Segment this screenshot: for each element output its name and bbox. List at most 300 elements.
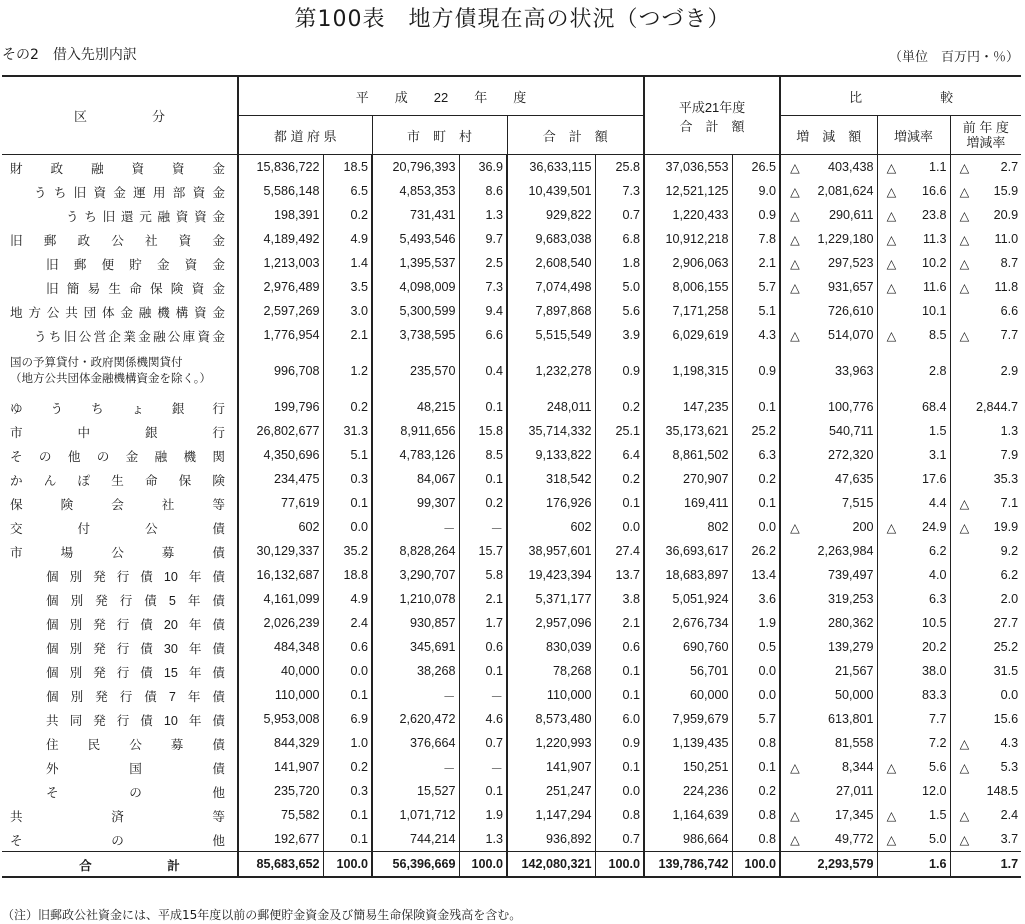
total-row bbox=[2, 852, 1021, 878]
increase-amount-value: 50,000 bbox=[835, 688, 874, 702]
table-row bbox=[2, 587, 1021, 611]
muni-share-value: 100.0 bbox=[471, 857, 503, 871]
muni-share bbox=[459, 731, 507, 755]
pref-share bbox=[323, 155, 372, 180]
increase-rate bbox=[877, 275, 950, 299]
total-share-value: 0.6 bbox=[622, 640, 641, 654]
fy21-share-value: 2.1 bbox=[758, 256, 777, 270]
total-amount-value: 1,220,993 bbox=[535, 736, 592, 750]
total-share-value: 6.4 bbox=[622, 448, 641, 462]
total-amount bbox=[507, 443, 595, 467]
row-label-text: 合 計 bbox=[79, 858, 180, 873]
row-label-text: 地方公共団体金融機構資金 bbox=[10, 305, 225, 320]
increase-amount-value: 81,558 bbox=[835, 736, 874, 750]
total-amount bbox=[507, 467, 595, 491]
total-amount bbox=[507, 275, 595, 299]
increase-amount-value: 613,801 bbox=[828, 712, 874, 726]
row-label bbox=[2, 731, 238, 755]
pref-share bbox=[323, 755, 372, 779]
fy21-amount bbox=[644, 491, 732, 515]
prev-rate bbox=[950, 707, 1021, 731]
pref-share bbox=[323, 803, 372, 827]
row-label-text: 共同発行債10年債 bbox=[46, 713, 225, 728]
increase-amount bbox=[780, 155, 877, 180]
fy21-share-value: 0.0 bbox=[758, 688, 777, 702]
row-label bbox=[2, 563, 238, 587]
table-row bbox=[2, 515, 1021, 539]
row-label bbox=[2, 611, 238, 635]
prev-rate-value: 15.6 bbox=[993, 712, 1019, 726]
header-fy21-line2: 合 計 額 bbox=[679, 118, 745, 134]
prev-rate bbox=[950, 731, 1021, 755]
increase-amount bbox=[780, 467, 877, 491]
total-share-value: 0.9 bbox=[622, 736, 641, 750]
total-share-value: 25.8 bbox=[615, 160, 641, 174]
fy21-amount-value: 36,693,617 bbox=[665, 544, 729, 558]
muni-share-value: 7.3 bbox=[485, 280, 503, 294]
total-share bbox=[595, 659, 644, 683]
decrease-mark: △ bbox=[886, 160, 897, 175]
row-label-text: ゆうちょ銀行 bbox=[10, 401, 225, 416]
total-amount-value: 936,892 bbox=[545, 832, 592, 846]
prev-rate bbox=[950, 563, 1021, 587]
row-label-text: 住民公募債 bbox=[46, 737, 225, 752]
pref-share bbox=[323, 515, 372, 539]
muni-amount bbox=[372, 299, 459, 323]
prev-rate bbox=[950, 659, 1021, 683]
total-amount bbox=[507, 779, 595, 803]
pref-amount-value: 2,026,239 bbox=[263, 616, 320, 630]
prev-rate-value: 27.7 bbox=[993, 616, 1019, 630]
muni-amount-value: 376,664 bbox=[409, 736, 456, 750]
fy21-share bbox=[732, 443, 780, 467]
increase-rate bbox=[877, 635, 950, 659]
pref-amount-value: 77,619 bbox=[280, 496, 320, 510]
fy21-share-value: 0.0 bbox=[758, 664, 777, 678]
prev-rate-value: 0.0 bbox=[1000, 688, 1019, 702]
decrease-mark: △ bbox=[959, 160, 970, 175]
total-amount bbox=[507, 515, 595, 539]
row-label-text: 外国債 bbox=[46, 761, 225, 776]
pref-share bbox=[323, 347, 372, 395]
increase-amount-value: 280,362 bbox=[828, 616, 874, 630]
fy21-share bbox=[732, 419, 780, 443]
prev-rate-value: 35.3 bbox=[993, 472, 1019, 486]
increase-amount-value: 8,344 bbox=[842, 759, 874, 774]
fy21-share-value: 25.2 bbox=[751, 424, 777, 438]
header-rate: 増減率 bbox=[877, 116, 950, 155]
increase-amount bbox=[780, 731, 877, 755]
prev-rate bbox=[950, 515, 1021, 539]
pref-share-value: 35.2 bbox=[343, 544, 368, 558]
prev-rate bbox=[950, 203, 1021, 227]
muni-share-value: 0.4 bbox=[485, 364, 503, 378]
pref-amount bbox=[238, 755, 323, 779]
increase-amount-value: 514,070 bbox=[828, 327, 874, 342]
fy21-share-value: 0.8 bbox=[758, 736, 777, 750]
total-amount-value: 1,147,294 bbox=[535, 808, 592, 822]
muni-amount bbox=[372, 179, 459, 203]
total-share bbox=[595, 707, 644, 731]
row-label-text: 個別発行債20年債 bbox=[46, 617, 225, 632]
increase-amount-value: 739,497 bbox=[828, 568, 874, 582]
pref-amount-value: 110,000 bbox=[274, 688, 320, 702]
row-label bbox=[2, 827, 238, 852]
pref-amount bbox=[238, 251, 323, 275]
pref-amount-value: 26,802,677 bbox=[256, 424, 320, 438]
prev-rate bbox=[950, 779, 1021, 803]
pref-share-value: 2.1 bbox=[350, 328, 368, 342]
increase-amount-value: 33,963 bbox=[835, 364, 874, 378]
row-label bbox=[2, 683, 238, 707]
total-amount-value: 7,074,498 bbox=[535, 280, 592, 294]
decrease-mark: △ bbox=[790, 160, 800, 175]
total-share bbox=[595, 179, 644, 203]
decrease-mark: △ bbox=[959, 232, 970, 247]
fy21-amount bbox=[644, 563, 732, 587]
total-share bbox=[595, 227, 644, 251]
fy21-amount bbox=[644, 611, 732, 635]
fy21-share-value: 0.9 bbox=[758, 208, 777, 222]
pref-share bbox=[323, 275, 372, 299]
increase-amount bbox=[780, 587, 877, 611]
footnote: （注）旧郵政公社資金には、平成15年度以前の郵便貯金資金及び簡易生命保険資金残高を含む。 bbox=[2, 908, 522, 922]
pref-amount-value: 2,597,269 bbox=[263, 304, 320, 318]
increase-rate bbox=[877, 731, 950, 755]
decrease-mark: △ bbox=[790, 232, 800, 247]
fy21-amount-value: 802 bbox=[707, 520, 729, 534]
pref-amount bbox=[238, 563, 323, 587]
prev-rate bbox=[950, 443, 1021, 467]
fy21-share bbox=[732, 179, 780, 203]
fy21-share-value: 7.8 bbox=[758, 232, 777, 246]
pref-share bbox=[323, 443, 372, 467]
muni-amount bbox=[372, 852, 459, 878]
total-share-value: 3.9 bbox=[622, 328, 641, 342]
prev-rate-value: 4.3 bbox=[1000, 735, 1019, 750]
pref-share-value: 4.9 bbox=[350, 592, 368, 606]
fy21-share-value: 26.5 bbox=[751, 160, 777, 174]
fy21-amount-value: 10,912,218 bbox=[665, 232, 729, 246]
total-amount-value: 9,683,038 bbox=[535, 232, 592, 246]
pref-share-value: 31.3 bbox=[343, 424, 368, 438]
increase-rate-value: 4.0 bbox=[929, 568, 947, 582]
total-share-value: 7.3 bbox=[622, 184, 641, 198]
muni-share-value: － bbox=[490, 689, 503, 704]
total-amount bbox=[507, 587, 595, 611]
pref-amount-value: 141,907 bbox=[273, 760, 320, 774]
decrease-mark: △ bbox=[790, 328, 800, 343]
pref-share bbox=[323, 179, 372, 203]
total-amount-value: 36,633,115 bbox=[529, 160, 592, 174]
fy21-share bbox=[732, 515, 780, 539]
table-row bbox=[2, 803, 1021, 827]
prev-rate-value: 1.7 bbox=[1000, 857, 1019, 871]
total-amount bbox=[507, 683, 595, 707]
prev-rate-value: 25.2 bbox=[993, 640, 1019, 654]
muni-amount bbox=[372, 515, 459, 539]
increase-amount bbox=[780, 347, 877, 395]
row-label bbox=[2, 515, 238, 539]
fy21-amount bbox=[644, 155, 732, 180]
pref-share-value: 3.0 bbox=[350, 304, 368, 318]
muni-amount-value: 930,857 bbox=[409, 616, 456, 630]
row-label-note: （地方公共団体金融機構資金を除く。） bbox=[10, 373, 212, 385]
increase-amount-value: 21,567 bbox=[835, 664, 874, 678]
row-label bbox=[2, 395, 238, 419]
muni-amount bbox=[372, 779, 459, 803]
total-amount bbox=[507, 203, 595, 227]
muni-amount bbox=[372, 803, 459, 827]
increase-rate bbox=[877, 419, 950, 443]
header-prefecture: 都 道 府 県 bbox=[238, 116, 372, 155]
row-label-text: 財政融資資金 bbox=[10, 161, 225, 176]
row-label-text: 交付公債 bbox=[10, 521, 225, 536]
pref-amount-value: 844,329 bbox=[273, 736, 320, 750]
muni-amount bbox=[372, 251, 459, 275]
increase-rate bbox=[877, 563, 950, 587]
pref-share-value: 0.2 bbox=[350, 400, 368, 414]
prev-rate-value: 1.3 bbox=[1000, 424, 1019, 438]
table-row bbox=[2, 635, 1021, 659]
increase-rate-value: 5.6 bbox=[929, 759, 947, 774]
pref-share-value: 0.3 bbox=[350, 472, 368, 486]
row-label-text: その他 bbox=[10, 833, 225, 848]
pref-share bbox=[323, 251, 372, 275]
increase-rate bbox=[877, 803, 950, 827]
total-amount-value: 318,542 bbox=[545, 472, 592, 486]
muni-amount-value: 8,911,656 bbox=[400, 424, 456, 438]
muni-share-value: 0.7 bbox=[485, 736, 503, 750]
pref-amount bbox=[238, 539, 323, 563]
prev-rate bbox=[950, 323, 1021, 347]
decrease-mark: △ bbox=[886, 520, 897, 535]
muni-amount bbox=[372, 155, 459, 180]
decrease-mark: △ bbox=[886, 280, 897, 295]
muni-share-value: 0.1 bbox=[485, 784, 503, 798]
pref-share-value: 0.1 bbox=[350, 832, 368, 846]
total-amount bbox=[507, 635, 595, 659]
total-share-value: 3.8 bbox=[622, 592, 641, 606]
increase-rate bbox=[877, 683, 950, 707]
fy21-amount bbox=[644, 731, 732, 755]
header-fy21-line1: 平成21年度 bbox=[678, 99, 746, 115]
fy21-amount-value: 1,220,433 bbox=[672, 208, 729, 222]
row-label bbox=[2, 203, 238, 227]
total-share bbox=[595, 515, 644, 539]
table-row bbox=[2, 827, 1021, 852]
muni-amount bbox=[372, 563, 459, 587]
decrease-mark: △ bbox=[886, 808, 897, 823]
row-label bbox=[2, 347, 238, 395]
muni-share bbox=[459, 203, 507, 227]
prev-rate-value: 148.5 bbox=[986, 784, 1019, 798]
prev-rate-value: 19.9 bbox=[993, 519, 1019, 534]
fy21-amount-value: 35,173,621 bbox=[665, 424, 729, 438]
row-label bbox=[2, 852, 238, 878]
muni-amount-value: － bbox=[442, 521, 456, 536]
muni-amount-value: 4,783,126 bbox=[399, 448, 456, 462]
muni-share bbox=[459, 275, 507, 299]
increase-rate-value: 1.1 bbox=[929, 159, 947, 174]
decrease-mark: △ bbox=[959, 184, 970, 199]
muni-share-value: 36.9 bbox=[478, 160, 503, 174]
pref-share-value: 3.5 bbox=[350, 280, 368, 294]
muni-amount-value: 235,570 bbox=[409, 364, 456, 378]
fy21-share bbox=[732, 467, 780, 491]
fy21-amount-value: 1,164,639 bbox=[672, 808, 729, 822]
fy21-share bbox=[732, 275, 780, 299]
muni-share bbox=[459, 299, 507, 323]
table-row bbox=[2, 755, 1021, 779]
pref-share bbox=[323, 467, 372, 491]
pref-amount bbox=[238, 635, 323, 659]
increase-rate bbox=[877, 251, 950, 275]
fy21-amount bbox=[644, 635, 732, 659]
muni-share bbox=[459, 563, 507, 587]
table-row bbox=[2, 707, 1021, 731]
increase-rate bbox=[877, 852, 950, 878]
total-share bbox=[595, 635, 644, 659]
increase-rate-value: 1.5 bbox=[929, 807, 947, 822]
pref-share-value: 6.9 bbox=[350, 712, 368, 726]
fy21-amount-value: 56,701 bbox=[690, 664, 729, 678]
increase-amount-value: 1,229,180 bbox=[817, 231, 874, 246]
total-amount bbox=[507, 419, 595, 443]
increase-amount bbox=[780, 755, 877, 779]
fy21-amount-value: 147,235 bbox=[683, 400, 729, 414]
row-label bbox=[2, 323, 238, 347]
increase-amount-value: 297,523 bbox=[828, 255, 874, 270]
pref-share-value: 0.6 bbox=[350, 640, 368, 654]
increase-rate bbox=[877, 347, 950, 395]
fy21-amount bbox=[644, 203, 732, 227]
muni-share bbox=[459, 395, 507, 419]
prev-rate-value: 5.3 bbox=[1000, 759, 1019, 774]
header-prev-rate-line2: 増減率 bbox=[966, 135, 1006, 150]
pref-share-value: 0.1 bbox=[350, 688, 368, 702]
pref-share bbox=[323, 707, 372, 731]
increase-amount-value: 49,772 bbox=[835, 831, 874, 846]
row-label-text: その他の金融機関 bbox=[10, 449, 225, 464]
total-amount bbox=[507, 491, 595, 515]
table-row bbox=[2, 659, 1021, 683]
increase-amount-value: 2,293,579 bbox=[817, 857, 874, 871]
pref-amount bbox=[238, 587, 323, 611]
fy21-amount bbox=[644, 755, 732, 779]
table-body bbox=[2, 155, 1021, 878]
row-label-text: その他 bbox=[46, 785, 225, 800]
prev-rate-value: 3.7 bbox=[1000, 831, 1019, 846]
muni-amount-value: 345,691 bbox=[409, 640, 456, 654]
increase-amount bbox=[780, 299, 877, 323]
fy21-amount-value: 12,521,125 bbox=[665, 184, 729, 198]
table-row bbox=[2, 395, 1021, 419]
increase-rate bbox=[877, 299, 950, 323]
pref-amount bbox=[238, 443, 323, 467]
muni-share bbox=[459, 179, 507, 203]
increase-rate-value: 1.5 bbox=[929, 424, 947, 438]
increase-amount bbox=[780, 203, 877, 227]
total-share bbox=[595, 299, 644, 323]
pref-share-value: 18.5 bbox=[343, 160, 368, 174]
muni-amount bbox=[372, 443, 459, 467]
row-label bbox=[2, 251, 238, 275]
total-amount-value: 1,232,278 bbox=[535, 364, 592, 378]
decrease-mark: △ bbox=[959, 256, 970, 271]
pref-share-value: 0.0 bbox=[350, 520, 368, 534]
prev-rate bbox=[950, 227, 1021, 251]
prev-rate bbox=[950, 587, 1021, 611]
row-label-text: 個別発行債10年債 bbox=[46, 569, 225, 584]
pref-amount bbox=[238, 731, 323, 755]
pref-amount-value: 15,836,722 bbox=[256, 160, 320, 174]
muni-share bbox=[459, 852, 507, 878]
muni-share bbox=[459, 683, 507, 707]
pref-share-value: 5.1 bbox=[350, 448, 368, 462]
row-label-text: 個別発行債15年債 bbox=[46, 665, 225, 680]
pref-amount bbox=[238, 659, 323, 683]
row-label-text: 国の予算貸付・政府関係機関貸付 bbox=[10, 357, 183, 369]
fy21-share-value: 0.5 bbox=[758, 640, 777, 654]
total-amount bbox=[507, 755, 595, 779]
increase-rate bbox=[877, 227, 950, 251]
pref-share bbox=[323, 587, 372, 611]
increase-amount bbox=[780, 395, 877, 419]
decrease-mark: △ bbox=[886, 256, 897, 271]
header-prev-rate-line1: 前 年 度 bbox=[962, 120, 1009, 135]
table-row bbox=[2, 251, 1021, 275]
total-amount bbox=[507, 803, 595, 827]
total-share bbox=[595, 683, 644, 707]
total-amount bbox=[507, 611, 595, 635]
increase-rate bbox=[877, 755, 950, 779]
total-amount-value: 830,039 bbox=[545, 640, 592, 654]
increase-rate-value: 11.3 bbox=[922, 231, 947, 246]
muni-amount-value: 38,268 bbox=[416, 664, 456, 678]
muni-share bbox=[459, 539, 507, 563]
total-amount bbox=[507, 852, 595, 878]
muni-share bbox=[459, 251, 507, 275]
fy21-amount-value: 18,683,897 bbox=[665, 568, 729, 582]
fy21-amount bbox=[644, 515, 732, 539]
fy21-amount-value: 2,676,734 bbox=[672, 616, 729, 630]
muni-share bbox=[459, 755, 507, 779]
increase-amount-value: 27,011 bbox=[835, 784, 874, 798]
fy21-amount-value: 60,000 bbox=[690, 688, 729, 702]
muni-amount-value: － bbox=[442, 761, 456, 776]
table-row bbox=[2, 683, 1021, 707]
row-label bbox=[2, 755, 238, 779]
total-amount bbox=[507, 155, 595, 180]
pref-amount bbox=[238, 323, 323, 347]
pref-share-value: 0.2 bbox=[350, 760, 368, 774]
table-row bbox=[2, 539, 1021, 563]
increase-amount bbox=[780, 611, 877, 635]
pref-share-value: 1.2 bbox=[350, 364, 368, 378]
pref-share bbox=[323, 227, 372, 251]
row-label-text: 個別発行債30年債 bbox=[46, 641, 225, 656]
prev-rate bbox=[950, 275, 1021, 299]
increase-rate-value: 7.7 bbox=[929, 712, 947, 726]
fy21-share bbox=[732, 395, 780, 419]
fy21-amount-value: 7,959,679 bbox=[672, 712, 729, 726]
increase-rate-value: 8.5 bbox=[929, 327, 947, 342]
muni-amount bbox=[372, 539, 459, 563]
increase-rate-value: 10.1 bbox=[922, 304, 947, 318]
muni-amount bbox=[372, 419, 459, 443]
decrease-mark: △ bbox=[959, 328, 970, 343]
